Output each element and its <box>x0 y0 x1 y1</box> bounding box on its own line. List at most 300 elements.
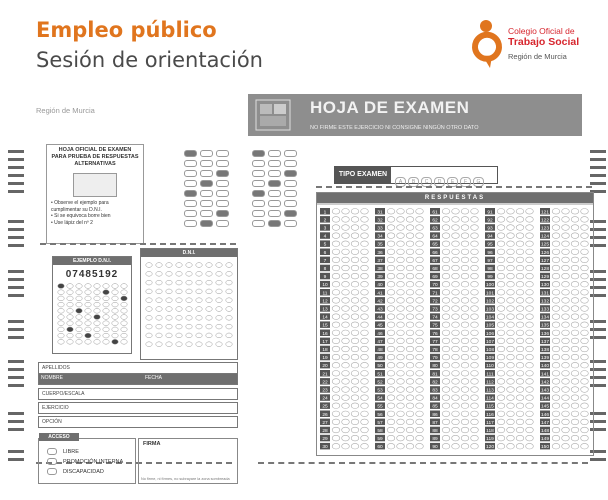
acceso-option[interactable] <box>47 467 123 477</box>
answer-bubble[interactable] <box>507 395 515 401</box>
answer-bubble[interactable] <box>497 217 505 223</box>
dni-bubble[interactable] <box>176 307 182 312</box>
answer-bubble[interactable] <box>397 435 405 441</box>
dni-bubble[interactable] <box>186 280 192 285</box>
answer-bubble[interactable] <box>526 379 534 385</box>
answer-bubble[interactable] <box>342 225 350 231</box>
answer-bubble[interactable] <box>397 403 405 409</box>
answer-bubble[interactable] <box>552 427 560 433</box>
answer-bubble[interactable] <box>442 290 450 296</box>
answer-bubble[interactable] <box>526 338 534 344</box>
answer-bubble[interactable] <box>342 354 350 360</box>
answer-bubble[interactable] <box>442 371 450 377</box>
answer-bubble[interactable] <box>562 322 570 328</box>
answer-bubble[interactable] <box>361 387 369 393</box>
tipo-option[interactable]: C <box>421 177 432 187</box>
answer-bubble[interactable] <box>406 435 414 441</box>
answer-bubble[interactable] <box>562 427 570 433</box>
answer-bubble[interactable] <box>332 403 340 409</box>
answer-bubble[interactable] <box>562 443 570 449</box>
answer-bubble[interactable] <box>497 265 505 271</box>
answer-bubble[interactable] <box>507 371 515 377</box>
answer-bubble[interactable] <box>471 281 479 287</box>
answer-bubble[interactable] <box>471 314 479 320</box>
answer-bubble[interactable] <box>361 435 369 441</box>
answer-bubble[interactable] <box>461 330 469 336</box>
answer-bubble[interactable] <box>332 217 340 223</box>
answer-bubble[interactable] <box>361 330 369 336</box>
answer-bubble[interactable] <box>552 225 560 231</box>
answer-bubble[interactable] <box>471 387 479 393</box>
dni-bubble[interactable] <box>176 333 182 338</box>
answer-bubble[interactable] <box>461 379 469 385</box>
answer-bubble[interactable] <box>452 379 460 385</box>
answer-bubble[interactable] <box>416 273 424 279</box>
answer-bubble[interactable] <box>442 354 450 360</box>
tipo-option[interactable]: A <box>395 177 406 187</box>
answer-bubble[interactable] <box>507 241 515 247</box>
answer-bubble[interactable] <box>516 443 524 449</box>
dni-bubble[interactable] <box>226 289 232 294</box>
answer-bubble[interactable] <box>406 306 414 312</box>
answer-bubble[interactable] <box>497 346 505 352</box>
dni-bubble[interactable] <box>166 280 172 285</box>
answer-bubble[interactable] <box>406 257 414 263</box>
answer-bubble[interactable] <box>562 298 570 304</box>
answer-bubble[interactable] <box>526 290 534 296</box>
answer-bubble[interactable] <box>387 241 395 247</box>
answer-bubble[interactable] <box>581 362 589 368</box>
answer-bubble[interactable] <box>416 443 424 449</box>
answer-bubble[interactable] <box>471 306 479 312</box>
answer-bubble[interactable] <box>516 225 524 231</box>
answer-bubble[interactable] <box>442 273 450 279</box>
answer-bubble[interactable] <box>552 273 560 279</box>
answer-bubble[interactable] <box>581 306 589 312</box>
answer-bubble[interactable] <box>516 346 524 352</box>
answer-bubble[interactable] <box>332 338 340 344</box>
answer-bubble[interactable] <box>461 298 469 304</box>
answer-bubble[interactable] <box>332 265 340 271</box>
answer-bubble[interactable] <box>397 306 405 312</box>
answer-bubble[interactable] <box>552 281 560 287</box>
answer-bubble[interactable] <box>516 209 524 215</box>
answer-bubble[interactable] <box>387 298 395 304</box>
answer-bubble[interactable] <box>571 265 579 271</box>
dni-bubble[interactable] <box>226 342 232 347</box>
answer-bubble[interactable] <box>471 225 479 231</box>
answer-bubble[interactable] <box>507 362 515 368</box>
answer-bubble[interactable] <box>416 217 424 223</box>
answer-bubble[interactable] <box>461 225 469 231</box>
answer-bubble[interactable] <box>516 241 524 247</box>
answer-bubble[interactable] <box>507 411 515 417</box>
answer-bubble[interactable] <box>406 209 414 215</box>
answer-bubble[interactable] <box>497 354 505 360</box>
answer-bubble[interactable] <box>452 322 460 328</box>
dni-bubble[interactable] <box>176 280 182 285</box>
answer-bubble[interactable] <box>406 338 414 344</box>
answer-bubble[interactable] <box>452 233 460 239</box>
answer-bubble[interactable] <box>452 257 460 263</box>
answer-bubble[interactable] <box>497 403 505 409</box>
answer-bubble[interactable] <box>562 249 570 255</box>
answer-bubble[interactable] <box>332 241 340 247</box>
answer-bubble[interactable] <box>416 379 424 385</box>
answer-bubble[interactable] <box>416 306 424 312</box>
answer-bubble[interactable] <box>452 435 460 441</box>
answer-bubble[interactable] <box>452 265 460 271</box>
answer-bubble[interactable] <box>397 217 405 223</box>
answer-bubble[interactable] <box>471 322 479 328</box>
dni-bubble[interactable] <box>226 263 232 268</box>
answer-bubble[interactable] <box>442 257 450 263</box>
answer-bubble[interactable] <box>497 387 505 393</box>
answer-bubble[interactable] <box>442 281 450 287</box>
answer-bubble[interactable] <box>342 395 350 401</box>
answer-bubble[interactable] <box>332 427 340 433</box>
answer-bubble[interactable] <box>516 354 524 360</box>
answer-bubble[interactable] <box>581 443 589 449</box>
answer-bubble[interactable] <box>342 314 350 320</box>
answer-bubble[interactable] <box>461 241 469 247</box>
answer-bubble[interactable] <box>526 419 534 425</box>
answer-bubble[interactable] <box>351 427 359 433</box>
answer-bubble[interactable] <box>581 354 589 360</box>
answer-bubble[interactable] <box>507 314 515 320</box>
answer-bubble[interactable] <box>571 395 579 401</box>
answer-bubble[interactable] <box>552 379 560 385</box>
answer-bubble[interactable] <box>416 298 424 304</box>
answer-bubble[interactable] <box>507 387 515 393</box>
answer-bubble[interactable] <box>552 419 560 425</box>
answer-bubble[interactable] <box>461 281 469 287</box>
answer-bubble[interactable] <box>471 290 479 296</box>
answer-bubble[interactable] <box>416 346 424 352</box>
answer-bubble[interactable] <box>497 209 505 215</box>
dni-bubble[interactable] <box>216 315 222 320</box>
answer-bubble[interactable] <box>497 273 505 279</box>
answer-bubble[interactable] <box>342 241 350 247</box>
answer-bubble[interactable] <box>351 265 359 271</box>
dni-bubble[interactable] <box>196 324 202 329</box>
answer-bubble[interactable] <box>342 257 350 263</box>
answer-bubble[interactable] <box>342 362 350 368</box>
answer-bubble[interactable] <box>332 354 340 360</box>
answer-bubble[interactable] <box>387 233 395 239</box>
answer-bubble[interactable] <box>571 387 579 393</box>
answer-bubble[interactable] <box>552 330 560 336</box>
dni-bubble[interactable] <box>196 333 202 338</box>
answer-bubble[interactable] <box>552 233 560 239</box>
answer-bubble[interactable] <box>471 419 479 425</box>
answer-bubble[interactable] <box>351 354 359 360</box>
answer-bubble[interactable] <box>552 411 560 417</box>
answer-bubble[interactable] <box>497 435 505 441</box>
answer-bubble[interactable] <box>571 371 579 377</box>
dni-bubble[interactable] <box>196 289 202 294</box>
answer-bubble[interactable] <box>332 371 340 377</box>
dni-bubble[interactable] <box>216 263 222 268</box>
answer-bubble[interactable] <box>361 209 369 215</box>
answer-bubble[interactable] <box>516 314 524 320</box>
answer-bubble[interactable] <box>351 403 359 409</box>
answer-bubble[interactable] <box>332 298 340 304</box>
answer-bubble[interactable] <box>516 265 524 271</box>
answer-bubble[interactable] <box>406 387 414 393</box>
dni-bubble[interactable] <box>156 298 162 303</box>
answer-bubble[interactable] <box>562 371 570 377</box>
answer-bubble[interactable] <box>461 265 469 271</box>
answer-bubble[interactable] <box>416 330 424 336</box>
answer-bubble[interactable] <box>452 395 460 401</box>
answer-bubble[interactable] <box>552 395 560 401</box>
answer-bubble[interactable] <box>526 371 534 377</box>
answer-bubble[interactable] <box>516 281 524 287</box>
answer-bubble[interactable] <box>406 249 414 255</box>
dni-bubble[interactable] <box>166 307 172 312</box>
answer-bubble[interactable] <box>516 411 524 417</box>
answer-bubble[interactable] <box>452 281 460 287</box>
answer-bubble[interactable] <box>351 338 359 344</box>
dni-bubble[interactable] <box>186 315 192 320</box>
answer-bubble[interactable] <box>471 443 479 449</box>
answer-bubble[interactable] <box>416 419 424 425</box>
answer-bubble[interactable] <box>387 290 395 296</box>
answer-bubble[interactable] <box>387 395 395 401</box>
answer-bubble[interactable] <box>497 411 505 417</box>
answer-bubble[interactable] <box>526 395 534 401</box>
answer-bubble[interactable] <box>461 427 469 433</box>
answer-bubble[interactable] <box>442 265 450 271</box>
dni-bubble[interactable] <box>206 289 212 294</box>
answer-bubble[interactable] <box>562 411 570 417</box>
answer-bubble[interactable] <box>442 209 450 215</box>
answer-bubble[interactable] <box>342 371 350 377</box>
answer-bubble[interactable] <box>552 435 560 441</box>
answer-bubble[interactable] <box>562 338 570 344</box>
dni-bubble[interactable] <box>196 263 202 268</box>
answer-bubble[interactable] <box>526 217 534 223</box>
answer-bubble[interactable] <box>497 249 505 255</box>
tipo-option[interactable]: F <box>460 177 471 187</box>
answer-bubble[interactable] <box>397 371 405 377</box>
answer-bubble[interactable] <box>471 257 479 263</box>
answer-bubble[interactable] <box>526 273 534 279</box>
answer-bubble[interactable] <box>562 273 570 279</box>
answer-bubble[interactable] <box>361 338 369 344</box>
answer-bubble[interactable] <box>571 338 579 344</box>
answer-bubble[interactable] <box>397 273 405 279</box>
answer-bubble[interactable] <box>516 338 524 344</box>
answer-bubble[interactable] <box>526 346 534 352</box>
answer-bubble[interactable] <box>571 241 579 247</box>
answer-bubble[interactable] <box>442 298 450 304</box>
answer-bubble[interactable] <box>516 435 524 441</box>
answer-bubble[interactable] <box>526 233 534 239</box>
answer-bubble[interactable] <box>406 362 414 368</box>
dni-bubble[interactable] <box>166 271 172 276</box>
answer-bubble[interactable] <box>332 362 340 368</box>
answer-bubble[interactable] <box>452 371 460 377</box>
answer-bubble[interactable] <box>452 330 460 336</box>
answer-bubble[interactable] <box>552 354 560 360</box>
dni-bubble[interactable] <box>196 307 202 312</box>
answer-bubble[interactable] <box>516 427 524 433</box>
answer-bubble[interactable] <box>416 322 424 328</box>
answer-bubble[interactable] <box>406 403 414 409</box>
answer-bubble[interactable] <box>461 387 469 393</box>
answer-bubble[interactable] <box>397 362 405 368</box>
answer-bubble[interactable] <box>387 379 395 385</box>
answer-bubble[interactable] <box>571 411 579 417</box>
answer-bubble[interactable] <box>442 241 450 247</box>
answer-bubble[interactable] <box>387 371 395 377</box>
answer-bubble[interactable] <box>442 435 450 441</box>
answer-bubble[interactable] <box>351 306 359 312</box>
answer-bubble[interactable] <box>526 306 534 312</box>
answer-bubble[interactable] <box>387 419 395 425</box>
dni-bubble[interactable] <box>186 263 192 268</box>
answer-bubble[interactable] <box>507 379 515 385</box>
answer-bubble[interactable] <box>416 411 424 417</box>
answer-bubble[interactable] <box>406 298 414 304</box>
answer-bubble[interactable] <box>562 435 570 441</box>
answer-bubble[interactable] <box>416 281 424 287</box>
dni-bubble[interactable] <box>206 263 212 268</box>
answer-bubble[interactable] <box>351 330 359 336</box>
dni-bubble[interactable] <box>146 324 152 329</box>
answer-bubble[interactable] <box>526 403 534 409</box>
answer-bubble[interactable] <box>497 427 505 433</box>
answer-bubble[interactable] <box>461 443 469 449</box>
answer-bubble[interactable] <box>571 419 579 425</box>
answer-bubble[interactable] <box>332 314 340 320</box>
answer-bubble[interactable] <box>507 338 515 344</box>
dni-bubble[interactable] <box>176 324 182 329</box>
answer-bubble[interactable] <box>406 379 414 385</box>
answer-bubble[interactable] <box>387 411 395 417</box>
answer-bubble[interactable] <box>581 265 589 271</box>
answer-bubble[interactable] <box>497 281 505 287</box>
answer-bubble[interactable] <box>416 362 424 368</box>
acceso-bubble[interactable] <box>47 448 57 455</box>
answer-bubble[interactable] <box>452 290 460 296</box>
answer-bubble[interactable] <box>406 354 414 360</box>
dni-bubble[interactable] <box>196 271 202 276</box>
answer-bubble[interactable] <box>507 354 515 360</box>
answer-bubble[interactable] <box>397 330 405 336</box>
answer-bubble[interactable] <box>471 217 479 223</box>
answer-bubble[interactable] <box>471 273 479 279</box>
answer-bubble[interactable] <box>507 419 515 425</box>
answer-bubble[interactable] <box>351 322 359 328</box>
answer-bubble[interactable] <box>507 435 515 441</box>
answer-bubble[interactable] <box>581 281 589 287</box>
dni-bubble[interactable] <box>186 307 192 312</box>
answer-bubble[interactable] <box>497 257 505 263</box>
answer-bubble[interactable] <box>507 306 515 312</box>
answer-bubble[interactable] <box>526 265 534 271</box>
dni-bubble[interactable] <box>166 342 172 347</box>
answer-bubble[interactable] <box>361 257 369 263</box>
answer-bubble[interactable] <box>571 322 579 328</box>
answer-bubble[interactable] <box>442 217 450 223</box>
answer-bubble[interactable] <box>342 265 350 271</box>
answer-bubble[interactable] <box>526 435 534 441</box>
answer-bubble[interactable] <box>387 427 395 433</box>
answer-bubble[interactable] <box>387 354 395 360</box>
answer-bubble[interactable] <box>562 306 570 312</box>
dni-bubble[interactable] <box>176 298 182 303</box>
answer-bubble[interactable] <box>342 290 350 296</box>
answer-bubble[interactable] <box>332 290 340 296</box>
answer-bubble[interactable] <box>571 281 579 287</box>
answer-bubble[interactable] <box>406 273 414 279</box>
dni-bubble[interactable] <box>216 342 222 347</box>
answer-bubble[interactable] <box>571 290 579 296</box>
answer-bubble[interactable] <box>562 257 570 263</box>
answer-bubble[interactable] <box>581 387 589 393</box>
answer-bubble[interactable] <box>461 233 469 239</box>
answer-bubble[interactable] <box>406 241 414 247</box>
dni-bubble[interactable] <box>156 315 162 320</box>
answer-bubble[interactable] <box>361 241 369 247</box>
answer-bubble[interactable] <box>562 241 570 247</box>
answer-bubble[interactable] <box>452 273 460 279</box>
answer-bubble[interactable] <box>332 225 340 231</box>
answer-bubble[interactable] <box>507 233 515 239</box>
answer-bubble[interactable] <box>416 257 424 263</box>
answer-bubble[interactable] <box>361 314 369 320</box>
answer-bubble[interactable] <box>351 411 359 417</box>
answer-bubble[interactable] <box>387 281 395 287</box>
dni-bubble[interactable] <box>156 324 162 329</box>
answer-bubble[interactable] <box>361 298 369 304</box>
dni-bubble[interactable] <box>146 298 152 303</box>
answer-bubble[interactable] <box>397 241 405 247</box>
answer-bubble[interactable] <box>471 411 479 417</box>
answer-bubble[interactable] <box>526 225 534 231</box>
dni-bubble[interactable] <box>146 315 152 320</box>
answer-bubble[interactable] <box>526 298 534 304</box>
answer-bubble[interactable] <box>497 338 505 344</box>
answer-bubble[interactable] <box>552 387 560 393</box>
answer-bubble[interactable] <box>581 225 589 231</box>
answer-bubble[interactable] <box>452 298 460 304</box>
answer-bubble[interactable] <box>397 281 405 287</box>
answer-bubble[interactable] <box>497 298 505 304</box>
answer-bubble[interactable] <box>397 257 405 263</box>
dni-bubble[interactable] <box>206 280 212 285</box>
answer-bubble[interactable] <box>442 314 450 320</box>
answer-bubble[interactable] <box>351 443 359 449</box>
answer-bubble[interactable] <box>507 225 515 231</box>
answer-bubble[interactable] <box>332 273 340 279</box>
answer-bubble[interactable] <box>351 273 359 279</box>
answer-bubble[interactable] <box>351 241 359 247</box>
answer-bubble[interactable] <box>461 362 469 368</box>
acceso-bubble[interactable] <box>47 458 57 465</box>
answer-bubble[interactable] <box>516 298 524 304</box>
answer-bubble[interactable] <box>351 298 359 304</box>
answer-bubble[interactable] <box>507 403 515 409</box>
answer-bubble[interactable] <box>442 225 450 231</box>
answer-bubble[interactable] <box>442 249 450 255</box>
dni-bubble[interactable] <box>226 324 232 329</box>
answer-bubble[interactable] <box>507 273 515 279</box>
answer-bubble[interactable] <box>361 281 369 287</box>
